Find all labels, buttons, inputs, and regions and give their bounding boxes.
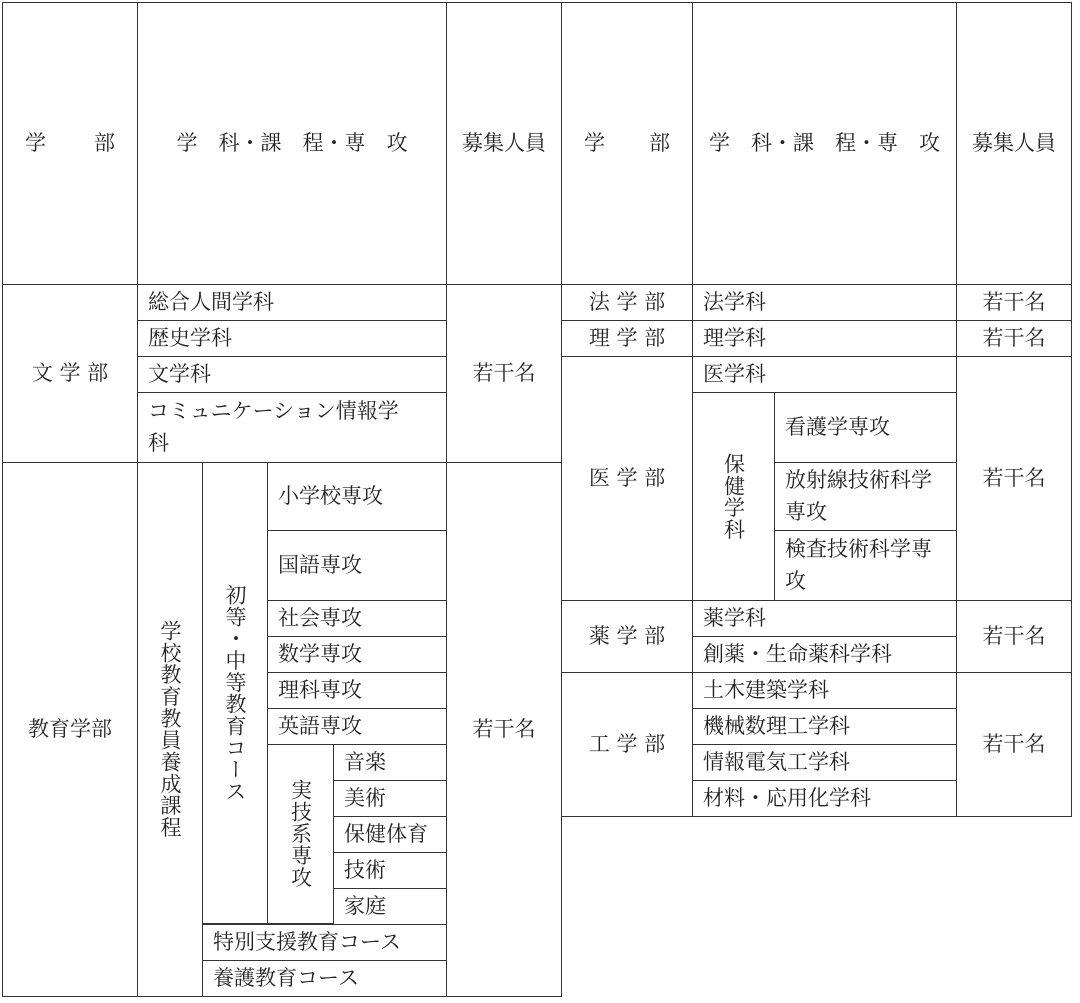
capacity-value: 若干名 <box>982 465 1046 490</box>
faculty-kogaku <box>561 672 693 817</box>
hoken-cell <box>692 392 775 601</box>
dept-label: 文学科 <box>148 361 211 386</box>
faculty-yakugaku <box>561 600 693 673</box>
course-group-cell <box>137 462 203 997</box>
faculty-kyoiku <box>2 462 138 997</box>
faculty-rigaku <box>561 320 693 357</box>
course-yogo-cell <box>202 960 447 997</box>
dept-cell <box>692 356 957 393</box>
dept-cell <box>692 600 957 637</box>
capacity-igaku <box>956 356 1072 601</box>
major-cell <box>774 462 957 531</box>
faculty-bungaku <box>2 284 138 463</box>
dept-cell <box>692 708 957 745</box>
dept-cell <box>692 320 957 357</box>
jitsugi-item-cell <box>333 888 447 925</box>
faculty-name: 文 学 部 <box>31 360 109 385</box>
capacity-hogaku <box>956 284 1072 321</box>
major-cell <box>267 708 447 745</box>
jitsugi-item-label: 保健体育 <box>344 821 428 846</box>
course-yogo-label: 養護教育コース <box>213 965 359 990</box>
capacity-rigaku <box>956 320 1072 357</box>
jitsugi-label: 実技系専攻 <box>288 779 313 889</box>
course-tokubetsu-cell <box>202 924 447 961</box>
major-label: 放射線技術科学専攻 <box>785 468 932 524</box>
dept-cell <box>692 672 957 709</box>
dept-cell <box>137 320 447 357</box>
dept-label: 法学科 <box>703 289 766 314</box>
hoken-label: 保健学科 <box>721 452 746 541</box>
jitsugi-item-cell <box>333 780 447 817</box>
header-faculty-char-1: 学 <box>25 130 46 155</box>
dept-label: 創薬・生命薬科学科 <box>703 641 892 666</box>
major-cell <box>267 462 447 531</box>
faculty-name: 工 学 部 <box>588 731 666 756</box>
capacity-value: 若干名 <box>982 623 1046 648</box>
header-faculty-char-2: 部 <box>94 130 115 155</box>
major-label: 理科専攻 <box>278 677 362 702</box>
dept-label: 医学科 <box>703 361 766 386</box>
header-capacity-left <box>446 2 562 285</box>
jitsugi-item-label: 家庭 <box>344 893 386 918</box>
jitsugi-item-label: 技術 <box>344 857 386 882</box>
major-cell <box>774 530 957 601</box>
major-cell <box>267 636 447 673</box>
major-label: 社会専攻 <box>278 605 362 630</box>
major-label: 国語専攻 <box>278 552 362 577</box>
faculty-name: 教育学部 <box>28 716 112 741</box>
dept-label: 理学科 <box>703 325 766 350</box>
course-group-label: 学校教育教員養成課程 <box>158 620 183 839</box>
major-label: 小学校専攻 <box>278 483 383 508</box>
capacity-value: 若干名 <box>982 289 1046 314</box>
jitsugi-item-label: 音楽 <box>344 749 386 774</box>
major-cell <box>774 392 957 463</box>
jitsugi-item-cell <box>333 816 447 853</box>
dept-label: コミュニケーション情報学科 <box>148 399 399 455</box>
header-capacity-right <box>956 2 1072 285</box>
jitsugi-item-cell <box>333 744 447 781</box>
header-faculty-left <box>2 2 138 285</box>
dept-label: 材料・応用化学科 <box>703 785 871 810</box>
header-department-left <box>137 2 447 285</box>
header-faculty-right <box>561 2 693 285</box>
course-tokubetsu-label: 特別支援教育コース <box>213 929 401 954</box>
capacity-value: 若干名 <box>982 731 1046 756</box>
major-label: 検査技術科学専攻 <box>785 537 932 593</box>
jitsugi-cell <box>267 744 334 924</box>
capacity-value: 若干名 <box>472 716 536 741</box>
header-department-label: 学 科・課 程・専 攻 <box>176 130 408 155</box>
dept-label: 歴史学科 <box>148 325 232 350</box>
capacity-value: 若干名 <box>472 360 536 385</box>
jitsugi-item-cell <box>333 852 447 889</box>
dept-cell <box>692 780 957 817</box>
dept-label: 総合人間学科 <box>148 289 274 314</box>
faculty-name: 医 学 部 <box>588 465 666 490</box>
dept-label: 土木建築学科 <box>703 677 829 702</box>
header-capacity-label: 募集人員 <box>972 130 1056 155</box>
faculty-name: 薬 学 部 <box>588 623 666 648</box>
header-capacity-label: 募集人員 <box>462 130 546 155</box>
faculty-hogaku <box>561 284 693 321</box>
faculty-name: 法 学 部 <box>588 289 666 314</box>
capacity-yakugaku <box>956 600 1072 673</box>
dept-cell <box>137 284 447 321</box>
capacity-kyoiku <box>446 462 562 997</box>
major-label: 英語専攻 <box>278 713 362 738</box>
major-label: 数学専攻 <box>278 641 362 666</box>
dept-cell <box>692 636 957 673</box>
major-cell <box>267 530 447 601</box>
major-cell <box>267 672 447 709</box>
dept-cell <box>692 744 957 781</box>
course-cell <box>202 462 268 924</box>
faculty-igaku <box>561 356 693 601</box>
dept-cell <box>137 356 447 393</box>
dept-cell <box>692 284 957 321</box>
dept-label: 機械数理工学科 <box>703 713 850 738</box>
dept-label: 薬学科 <box>703 605 766 630</box>
dept-label: 情報電気工学科 <box>703 749 850 774</box>
major-label: 看護学専攻 <box>785 414 890 439</box>
header-faculty-char-2: 部 <box>649 130 670 155</box>
jitsugi-item-label: 美術 <box>344 785 386 810</box>
header-department-label: 学 科・課 程・専 攻 <box>709 130 940 155</box>
dept-cell <box>137 392 447 463</box>
header-faculty-char-1: 学 <box>584 130 605 155</box>
capacity-kogaku <box>956 672 1072 817</box>
capacity-bungaku <box>446 284 562 463</box>
capacity-value: 若干名 <box>982 325 1046 350</box>
major-cell <box>267 600 447 637</box>
header-department-right <box>692 2 957 285</box>
faculty-name: 理 学 部 <box>588 325 666 350</box>
course-label: 初等・中等教育コース <box>223 583 248 803</box>
